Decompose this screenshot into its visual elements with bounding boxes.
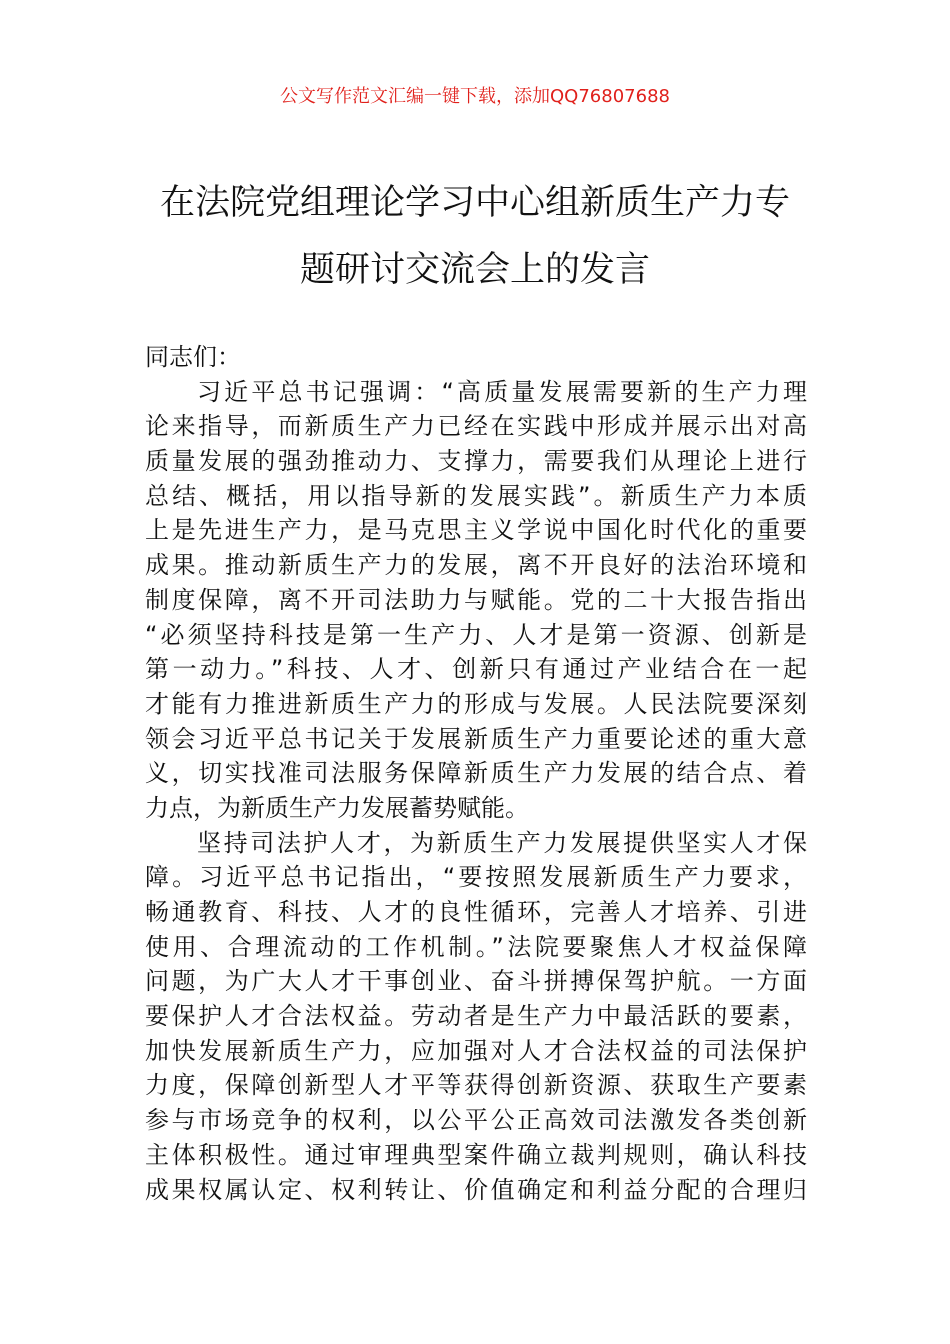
body-text-line: 畅通教育、科技、人才的良性循环，完善人才培养、引进 xyxy=(145,898,807,926)
body-text-line: 习近平总书记强调：“高质量发展需要新的生产力理 xyxy=(197,377,807,406)
document-title-line-1: 在法院党组理论学习中心组新质生产力专 xyxy=(159,183,790,223)
body-text-line: 坚持司法护人才，为新质生产力发展提供坚实人才保 xyxy=(197,828,807,857)
body-text-line: 才能有力推进新质生产力的形成与发展。人民法院要深刻 xyxy=(145,689,807,718)
body-text-line: 论来指导，而新质生产力已经在实践中形成并展示出对高 xyxy=(145,412,807,441)
body-text-line: 参与市场竞争的权利，以公平公正高效司法激发各类创新 xyxy=(145,1106,807,1135)
body-text-line: “必须坚持科技是第一生产力、人才是第一资源、创新是 xyxy=(145,620,807,649)
body-text-line: 成果权属认定、权利转让、价值确定和利益分配的合理归 xyxy=(145,1175,807,1204)
body-text-line: 同志们： xyxy=(145,343,241,371)
body-text-line: 力度，保障创新型人才平等获得创新资源、获取生产要素 xyxy=(145,1071,807,1100)
body-text-line: 总结、概括，用以指导新的发展实践”。新质生产力本质 xyxy=(145,481,807,510)
body-text-line: 问题，为广大人才干事创业、奋斗拼搏保驾护航。一方面 xyxy=(145,967,807,996)
body-text-line: 第一动力。”科技、人才、创新只有通过产业结合在一起 xyxy=(145,655,807,684)
body-text-line: 制度保障，离不开司法助力与赋能。党的二十大报告指出 xyxy=(145,585,807,614)
document-title-line-2: 题研讨交流会上的发言 xyxy=(299,250,650,290)
body-text-line: 障。习近平总书记指出，“要按照发展新质生产力要求， xyxy=(145,863,807,892)
body-text-line: 力点，为新质生产力发展蓄势赋能。 xyxy=(145,793,529,822)
body-text-line: 领会习近平总书记关于发展新质生产力重要论述的重大意 xyxy=(145,724,807,753)
body-text-line: 要保护人才合法权益。劳动者是生产力中最活跃的要素， xyxy=(145,1002,807,1031)
body-text-line: 质量发展的强劲推动力、支撑力，需要我们从理论上进行 xyxy=(145,447,807,476)
body-text-line: 成果。推动新质生产力的发展，离不开良好的法治环境和 xyxy=(145,551,807,580)
download-banner: 公文写作范文汇编一键下载，添加QQ76807688 xyxy=(280,86,670,107)
body-text-line: 主体积极性。通过审理典型案件确立裁判规则，确认科技 xyxy=(145,1140,807,1169)
body-text-line: 加快发展新质生产力，应加强对人才合法权益的司法保护 xyxy=(145,1036,807,1065)
body-text-line: 上是先进生产力，是马克思主义学说中国化时代化的重要 xyxy=(145,516,807,545)
body-text-line: 义，切实找准司法服务保障新质生产力发展的结合点、着 xyxy=(145,759,807,788)
body-text-line: 使用、合理流动的工作机制。”法院要聚焦人才权益保障 xyxy=(145,932,807,961)
document-body xyxy=(145,340,807,1207)
